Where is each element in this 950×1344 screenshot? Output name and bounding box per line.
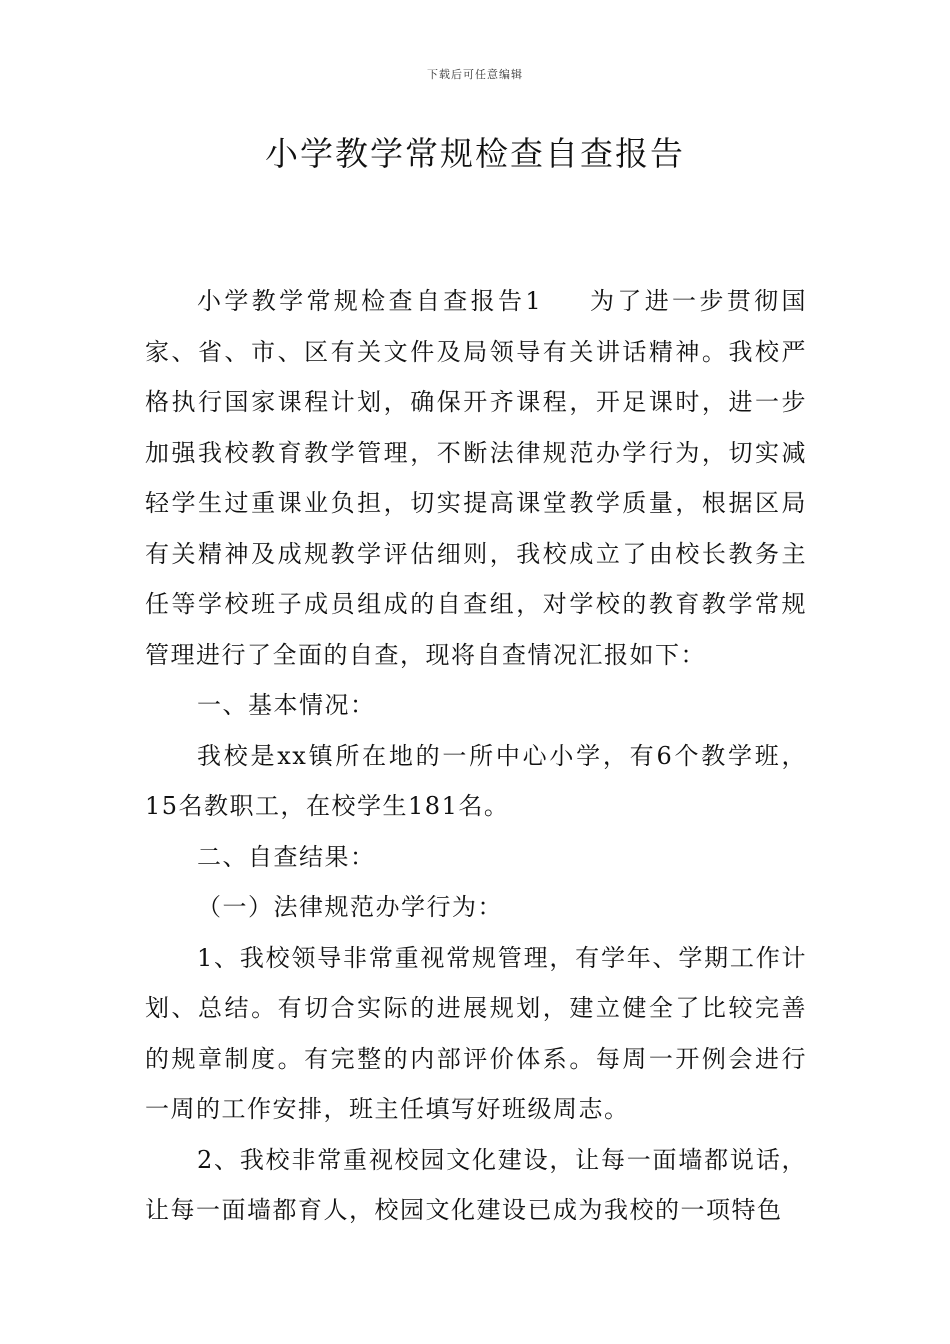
intro-text: 为了进一步贯彻国家、省、市、区有关文件及局领导有关讲话精神。我校严格执行国家课程计划，确保开齐课程，开足课时，进一步加强我校教育教学管理，不断法律规范办学行为，切实减轻学生过重课业负担，切实提高课堂教学质量，根据区局有关精神及成规教学评估细则，我校成立了由校长教务主任等学校班子成员组成的自查组，对学校的教育教学常规管理进行了全面的自查，现将自查情况汇报如下： [145,287,807,669]
item2-paragraph: 2、我校非常重视校园文化建设，让每一面墙都说话，让每一面墙都育人，校园文化建设已成为我校的一项特色 [145,1145,807,1224]
document-body [145,276,807,1236]
header-note: 下载后可任意编辑 [427,68,523,81]
section1-paragraph: 我校是xx镇所在地的一所中心小学，有6个教学班，15名教职工，在校学生181名。 [145,741,807,820]
intro-paragraph [145,276,807,680]
section1-heading: 一、基本情况： [197,691,376,719]
subsection1-heading: （一）法律规范办学行为： [197,893,503,921]
section2-heading: 二、自查结果： [197,842,376,871]
intro-label: 小学教学常规检查自查报告1 [197,287,543,315]
document-title: 小学教学常规检查自查报告 [265,134,685,173]
item1-paragraph: 1、我校领导非常重视常规管理，有学年、学期工作计划、总结。有切合实际的进展规划，建立健全了比较完善的规章制度。有完整的内部评价体系。每周一开例会进行一周的工作安排，班主任填写好班级周志。 [145,943,807,1123]
